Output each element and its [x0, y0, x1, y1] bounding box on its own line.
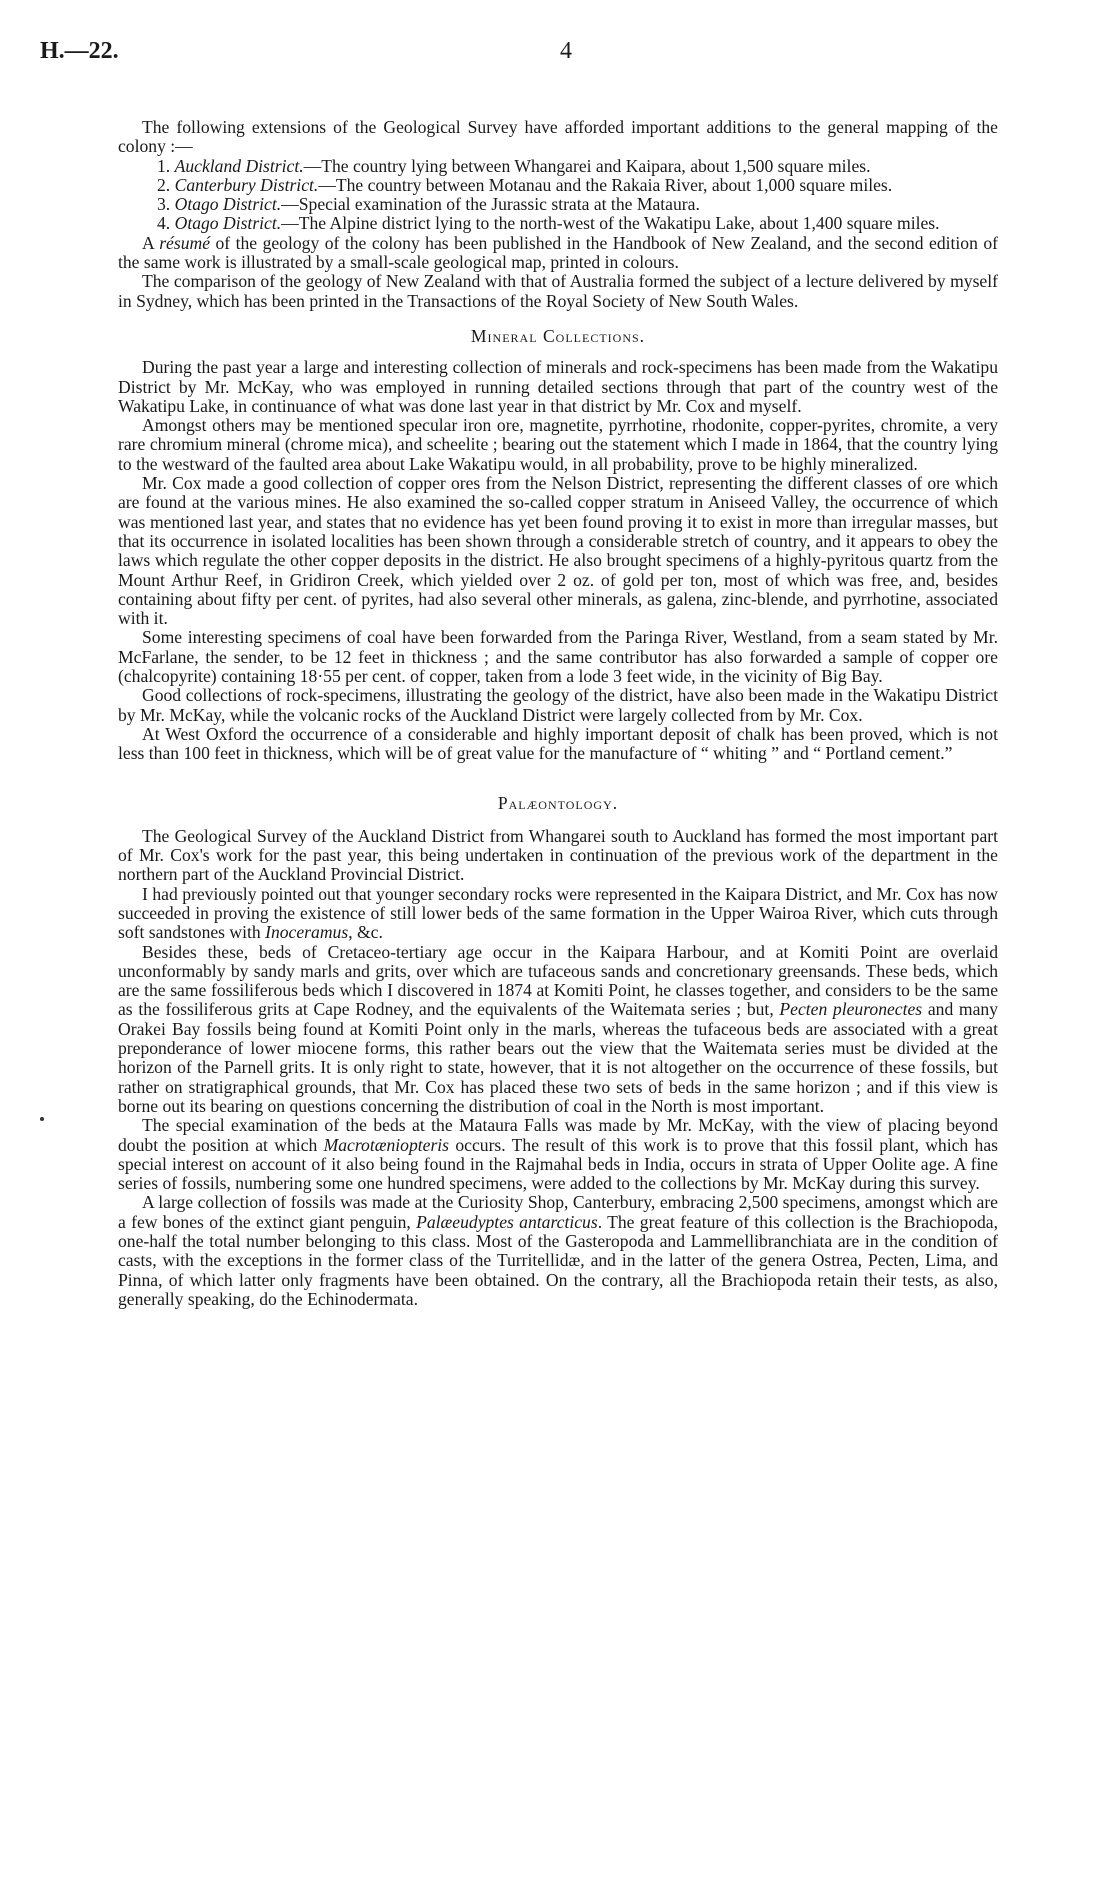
palaeontology-paragraph: I had previously pointed out that younger secondary rocks were represented in the Kaipara District, and Mr. Cox has now succeeded in proving the existence of still lower beds of the same formation in the Upper Wairoa River, which cuts through soft sandstones with Inoceramus, &c.	[118, 883, 998, 943]
extension-item: 4. Otago District.—The Alpine district lying to the north-west of the Wakatipu Lake, about 1,400 square miles.	[157, 213, 940, 234]
page-header	[40, 38, 1074, 78]
resume-paragraph: A résumé of the geology of the colony has been published in the Handbook of New Zealand, and the second edition of the same work is illustrated by a small-scale geological map, printed in colours.	[118, 232, 998, 273]
mineral-paragraph: Some interesting specimens of coal have been forwarded from the Paringa River, Westland, from a seam stated by Mr. McFarlane, the sender, to be 12 feet in thickness ; and the same contributor has also forwarded a sample of copper ore (chalcopyrite) containing 18·55 per cent. of copper, taken from a lode 3 feet wide, in the vicinity of Big Bay.	[118, 627, 998, 687]
extension-item: 3. Otago District.—Special examination of the Jurassic strata at the Mataura.	[157, 194, 700, 215]
mineral-paragraph: Mr. Cox made a good collection of copper ores from the Nelson District, representing the different classes of ore which are found at the various mines. He also examined the so-called copper stratum in Aniseed Valley, the occurrence of which was mentioned last year, and states that no evidence has yet been found proving it to exist in more than irregular masses, but that its occurrence in isolated localities has been shown through a considerable stretch of country, and it appears to obey the laws which regulate the other copper deposits in the district. He also brought specimens of a highly-pyritous quartz from the Mount Arthur Reef, in Gridiron Creek, which yielded over 2 oz. of gold per ton, most of which was free, and, besides containing about fifty per cent. of pyrites, had also several other minerals, as galena, zinc-blende, and pyrrhotine, associated with it.	[118, 473, 998, 629]
extensions-list	[118, 157, 998, 234]
section-heading-palaeontology: Palæontology.	[497, 792, 619, 813]
mineral-paragraph: Good collections of rock-specimens, illustrating the geology of the district, have also been made in the Wakatipu District by Mr. McKay, while the volcanic rocks of the Auckland District were largely collected from by Mr. Cox.	[118, 685, 998, 725]
mineral-paragraph: Amongst others may be mentioned specular iron ore, magnetite, pyrrhotine, rhodonite, copper-pyrites, chromite, a very rare chromium mineral (chrome mica), and scheelite ; bearing out the statement which I made in 1864, that the country lying to the westward of the faulted area about Lake Wakatipu would, in all probability, prove to be highly mineralized.	[118, 415, 998, 474]
palaeontology-paragraph: The special examination of the beds at the Mataura Falls was made by Mr. McKay, with the view of placing beyond doubt the position at which Macrotæniopteris occurs. The result of this work is to prove that this fossil plant, which has special interest on account of it also being found in the Rajmahal beds in India, occurs in strata of Upper Oolite age. A fine series of fossils, numbering some one hundred specimens, were added to the collections by Mr. McKay during this survey.	[118, 1115, 998, 1194]
body-text	[118, 118, 998, 1309]
mineral-paragraph: At West Oxford the occurrence of a considerable and highly important deposit of chalk has been proved, which is not less than 100 feet in thickness, which will be of great value for the manufacture of “ whiting ” and “ Portland cement.”	[118, 723, 998, 764]
document-reference: H.—22.	[40, 38, 119, 64]
section-heading-mineral-collections: Mineral Collections.	[470, 325, 646, 346]
extension-item: 1. Auckland District.—The country lying between Whangarei and Kaipara, about 1,500 square miles.	[157, 155, 871, 176]
intro-paragraph: The following extensions of the Geological Survey have afforded important additions to the general mapping of the colony :—	[118, 117, 998, 157]
extension-item: 2. Canterbury District.—The country between Motanau and the Rakaia River, about 1,000 square miles.	[157, 174, 893, 195]
mineral-paragraph: During the past year a large and interesting collection of minerals and rock-specimens has been made from the Wakatipu District by Mr. McKay, who was employed in running detailed sections through that part of the country west of the Wakatipu Lake, in continuance of what was done last year in that district by Mr. Cox and myself.	[118, 357, 998, 416]
palaeontology-paragraph: A large collection of fossils was made at the Curiosity Shop, Canterbury, embracing 2,500 specimens, amongst which are a few bones of the extinct giant penguin, Palæeudyptes antarcticus. The great feature of this collection is the Brachiopoda, one-half the total number belonging to this class. Most of the Gasteropoda and Lammellibranchiata are in the condition of casts, with the exceptions in the former class of the Turritellidæ, and in the latter of the genera Ostrea, Pecten, Lima, and Pinna, of which latter only fragments have been obtained. On the contrary, all the Brachiopoda retain their tests, as also, generally speaking, do the Echinodermata.	[118, 1192, 998, 1309]
comparison-paragraph: The comparison of the geology of New Zealand with that of Australia formed the subject of a lecture delivered by myself in Sydney, which has been printed in the Transactions of the Royal Society of New South Wales.	[118, 271, 998, 311]
page-number: 4	[560, 38, 572, 64]
palaeontology-paragraph: The Geological Survey of the Auckland District from Whangarei south to Auckland has formed the most important part of Mr. Cox's work for the past year, this being undertaken in continuation of the previous work of the department in the northern part of the Auckland Provincial District.	[118, 825, 998, 885]
palaeontology-paragraph: Besides these, beds of Cretaceo-tertiary age occur in the Kaipara Harbour, and at Komiti Point are overlaid unconformably by sandy marls and grits, over which are tufaceous sands and concretionary greensands. These beds, which are the same fossiliferous beds which I discovered in 1874 at Komiti Point, he classes together, and considers to be the same as the fossiliferous grits at Cape Rodney, and the equivalents of the Waitemata series ; but, Pecten pleuronectes and many Orakei Bay fossils being found at Komiti Point only in the marls, whereas the tufaceous beds are associated with a great preponderance of lower miocene forms, this rather bears out the view that the Waitemata series must be divided at the horizon of the Parnell grits. It is only right to state, however, that it is not altogether on the occurrence of these fossils, but rather on stratigraphical grounds, that Mr. Cox has placed these two sets of beds in the same horizon ; and if this view is borne out its bearing on questions concerning the distribution of coal in the North is most important.	[118, 941, 998, 1116]
scan-speck	[40, 1117, 44, 1121]
